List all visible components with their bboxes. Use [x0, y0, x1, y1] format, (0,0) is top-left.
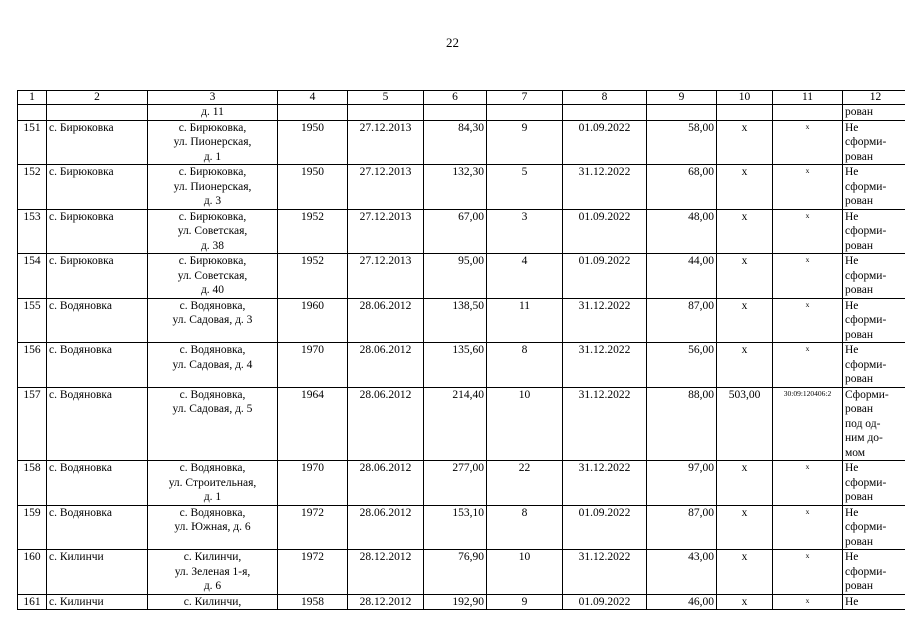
table-cell: 11 [487, 298, 563, 343]
table-cell: х [717, 505, 773, 550]
table-cell: 8 [487, 343, 563, 388]
table-cell: с. Бирюковка, ул. Пионерская, д. 1 [148, 120, 278, 165]
table-cell: 214,40 [424, 387, 487, 461]
table-cell: 3 [487, 209, 563, 254]
table-cell: 9 [487, 594, 563, 610]
table-cell: 43,00 [647, 550, 717, 595]
table-cell: х [717, 550, 773, 595]
table-cell: 31.12.2022 [563, 165, 647, 210]
table-cell: 27.12.2013 [348, 120, 424, 165]
table-cell: х [773, 550, 843, 595]
table-cell: с. Водяновка, ул. Садовая, д. 5 [148, 387, 278, 461]
table-cell: Не сформи- рован [843, 343, 905, 388]
table-cell: 5 [487, 165, 563, 210]
registry-table [17, 90, 905, 610]
table-cell: 67,00 [424, 209, 487, 254]
table-cell: 1950 [278, 165, 348, 210]
table-cell: 153 [18, 209, 47, 254]
table-cell: 28.06.2012 [348, 298, 424, 343]
table-cell: 97,00 [647, 461, 717, 506]
table-cell [773, 105, 843, 121]
table-cell: х [717, 298, 773, 343]
table-cell: 56,00 [647, 343, 717, 388]
table-cell: с. Бирюковка [47, 120, 148, 165]
table-cell: Не сформи- рован [843, 461, 905, 506]
table-cell: с. Водяновка, ул. Садовая, д. 4 [148, 343, 278, 388]
table-cell: с. Килинчи, ул. Зеленая 1-я, д. 6 [148, 550, 278, 595]
table-cell: с. Килинчи [47, 550, 148, 595]
table-cell: х [717, 120, 773, 165]
table-cell: 28.06.2012 [348, 505, 424, 550]
table-cell: 1952 [278, 209, 348, 254]
table-cell: 1952 [278, 254, 348, 299]
table-cell: 1960 [278, 298, 348, 343]
table-row [18, 387, 905, 461]
table-cell: 76,90 [424, 550, 487, 595]
table-cell: 68,00 [647, 165, 717, 210]
table-cell: 10 [487, 550, 563, 595]
table-cell: 95,00 [424, 254, 487, 299]
table-cell: 22 [487, 461, 563, 506]
table-cell: х [717, 343, 773, 388]
table-cell: с. Водяновка, ул. Строительная, д. 1 [148, 461, 278, 506]
table-cell: 277,00 [424, 461, 487, 506]
table-cell: 1970 [278, 343, 348, 388]
table-cell: 31.12.2022 [563, 387, 647, 461]
table-cell: х [717, 165, 773, 210]
table-cell: 154 [18, 254, 47, 299]
table-cell [278, 105, 348, 121]
table-cell: 155 [18, 298, 47, 343]
table-cell: 1972 [278, 550, 348, 595]
table-cell: с. Водяновка [47, 298, 148, 343]
column-header-3: 3 [148, 91, 278, 105]
table-cell: с. Бирюковка [47, 165, 148, 210]
table-cell: 9 [487, 120, 563, 165]
table-cell: с. Килинчи, [148, 594, 278, 610]
table-cell: х [717, 461, 773, 506]
table-cell: х [717, 254, 773, 299]
table-cell: 161 [18, 594, 47, 610]
table-cell: Не сформи- рован [843, 298, 905, 343]
table-cell: 28.12.2012 [348, 550, 424, 595]
table-cell: х [773, 165, 843, 210]
table-cell: 132,30 [424, 165, 487, 210]
table-cell: 1972 [278, 505, 348, 550]
table-cell: 46,00 [647, 594, 717, 610]
table-cell: х [773, 594, 843, 610]
table-cell: 153,10 [424, 505, 487, 550]
table-cell: с. Водяновка [47, 387, 148, 461]
table-cell: 31.12.2022 [563, 550, 647, 595]
table-cell: х [773, 298, 843, 343]
table-cell: 151 [18, 120, 47, 165]
column-header-9: 9 [647, 91, 717, 105]
table-cell: 138,50 [424, 298, 487, 343]
table-cell [18, 105, 47, 121]
table-cell: х [773, 254, 843, 299]
table-cell: х [773, 120, 843, 165]
table-cell: 27.12.2013 [348, 165, 424, 210]
table-cell: 27.12.2013 [348, 254, 424, 299]
table-cell: Сформи- рован под од- ним до- мом [843, 387, 905, 461]
table-cell: 84,30 [424, 120, 487, 165]
table-cell: х [773, 209, 843, 254]
table-cell: Не сформи- рован [843, 254, 905, 299]
table-cell: 88,00 [647, 387, 717, 461]
table-row [18, 120, 905, 165]
column-header-7: 7 [487, 91, 563, 105]
table-cell: 01.09.2022 [563, 254, 647, 299]
table-cell: 1964 [278, 387, 348, 461]
table-row [18, 550, 905, 595]
column-header-1: 1 [18, 91, 47, 105]
table-cell: 135,60 [424, 343, 487, 388]
table-row [18, 505, 905, 550]
table-cell: с. Бирюковка [47, 254, 148, 299]
table-cell: 31.12.2022 [563, 298, 647, 343]
table-cell [487, 105, 563, 121]
table-cell: 01.09.2022 [563, 505, 647, 550]
table-cell: 192,90 [424, 594, 487, 610]
column-header-5: 5 [348, 91, 424, 105]
table-cell [47, 105, 148, 121]
column-header-12: 12 [843, 91, 905, 105]
table-row [18, 165, 905, 210]
table-cell: 1970 [278, 461, 348, 506]
table-cell: с. Водяновка [47, 505, 148, 550]
table-cell [348, 105, 424, 121]
table-cell: с. Водяновка, ул. Садовая, д. 3 [148, 298, 278, 343]
table-cell: 156 [18, 343, 47, 388]
table-cell: Не сформи- рован [843, 120, 905, 165]
table-cell: с. Бирюковка, ул. Советская, д. 38 [148, 209, 278, 254]
table-cell: х [773, 461, 843, 506]
table-cell: Не сформи- рован [843, 209, 905, 254]
table-cell: 1950 [278, 120, 348, 165]
table-row [18, 461, 905, 506]
table-cell: 159 [18, 505, 47, 550]
column-header-4: 4 [278, 91, 348, 105]
column-header-6: 6 [424, 91, 487, 105]
table-cell: Не сформи- рован [843, 505, 905, 550]
table-cell: с. Бирюковка, ул. Советская, д. 40 [148, 254, 278, 299]
table-cell: 01.09.2022 [563, 209, 647, 254]
table-cell: д. 11 [148, 105, 278, 121]
table-cell: с. Бирюковка [47, 209, 148, 254]
table-cell: 28.06.2012 [348, 461, 424, 506]
table-cell: 48,00 [647, 209, 717, 254]
table-cell: с. Водяновка [47, 461, 148, 506]
table-cell: 4 [487, 254, 563, 299]
table-cell: Не сформи- рован [843, 550, 905, 595]
table-cell: с. Бирюковка, ул. Пионерская, д. 3 [148, 165, 278, 210]
table-cell [717, 105, 773, 121]
table-cell: х [773, 505, 843, 550]
table-cell: с. Водяновка, ул. Южная, д. 6 [148, 505, 278, 550]
table-cell: 28.06.2012 [348, 387, 424, 461]
table-cell: х [773, 343, 843, 388]
table-header-row [18, 91, 905, 105]
table-row [18, 105, 905, 121]
table-cell [563, 105, 647, 121]
table-cell: 58,00 [647, 120, 717, 165]
table-row [18, 254, 905, 299]
table-cell: 44,00 [647, 254, 717, 299]
column-header-8: 8 [563, 91, 647, 105]
table-cell: 8 [487, 505, 563, 550]
table-row [18, 298, 905, 343]
table-cell: 01.09.2022 [563, 594, 647, 610]
table-row [18, 209, 905, 254]
table-cell: Не сформи- рован [843, 165, 905, 210]
table-cell: 158 [18, 461, 47, 506]
table-cell: 157 [18, 387, 47, 461]
table-row [18, 594, 905, 610]
column-header-2: 2 [47, 91, 148, 105]
table-row [18, 343, 905, 388]
page-number: 22 [446, 35, 459, 50]
table-cell: Не [843, 594, 905, 610]
table-cell [647, 105, 717, 121]
table-cell [424, 105, 487, 121]
table-cell: 28.06.2012 [348, 343, 424, 388]
table-cell: рован [843, 105, 905, 121]
table-cell: 31.12.2022 [563, 343, 647, 388]
table-cell: 1958 [278, 594, 348, 610]
table-cell: 87,00 [647, 505, 717, 550]
column-header-11: 11 [773, 91, 843, 105]
table-cell: 87,00 [647, 298, 717, 343]
table-cell: с. Водяновка [47, 343, 148, 388]
table-cell: 31.12.2022 [563, 461, 647, 506]
column-header-10: 10 [717, 91, 773, 105]
table-cell: 01.09.2022 [563, 120, 647, 165]
table-cell: 160 [18, 550, 47, 595]
table-cell: х [717, 209, 773, 254]
table-cell: 152 [18, 165, 47, 210]
table-cell: х [717, 594, 773, 610]
table-cell: 27.12.2013 [348, 209, 424, 254]
table-cell: 10 [487, 387, 563, 461]
table-cell: 28.12.2012 [348, 594, 424, 610]
table-cell: с. Килинчи [47, 594, 148, 610]
table-cell: 503,00 [717, 387, 773, 461]
table-cell: 30:09:120406:2 [773, 387, 843, 461]
